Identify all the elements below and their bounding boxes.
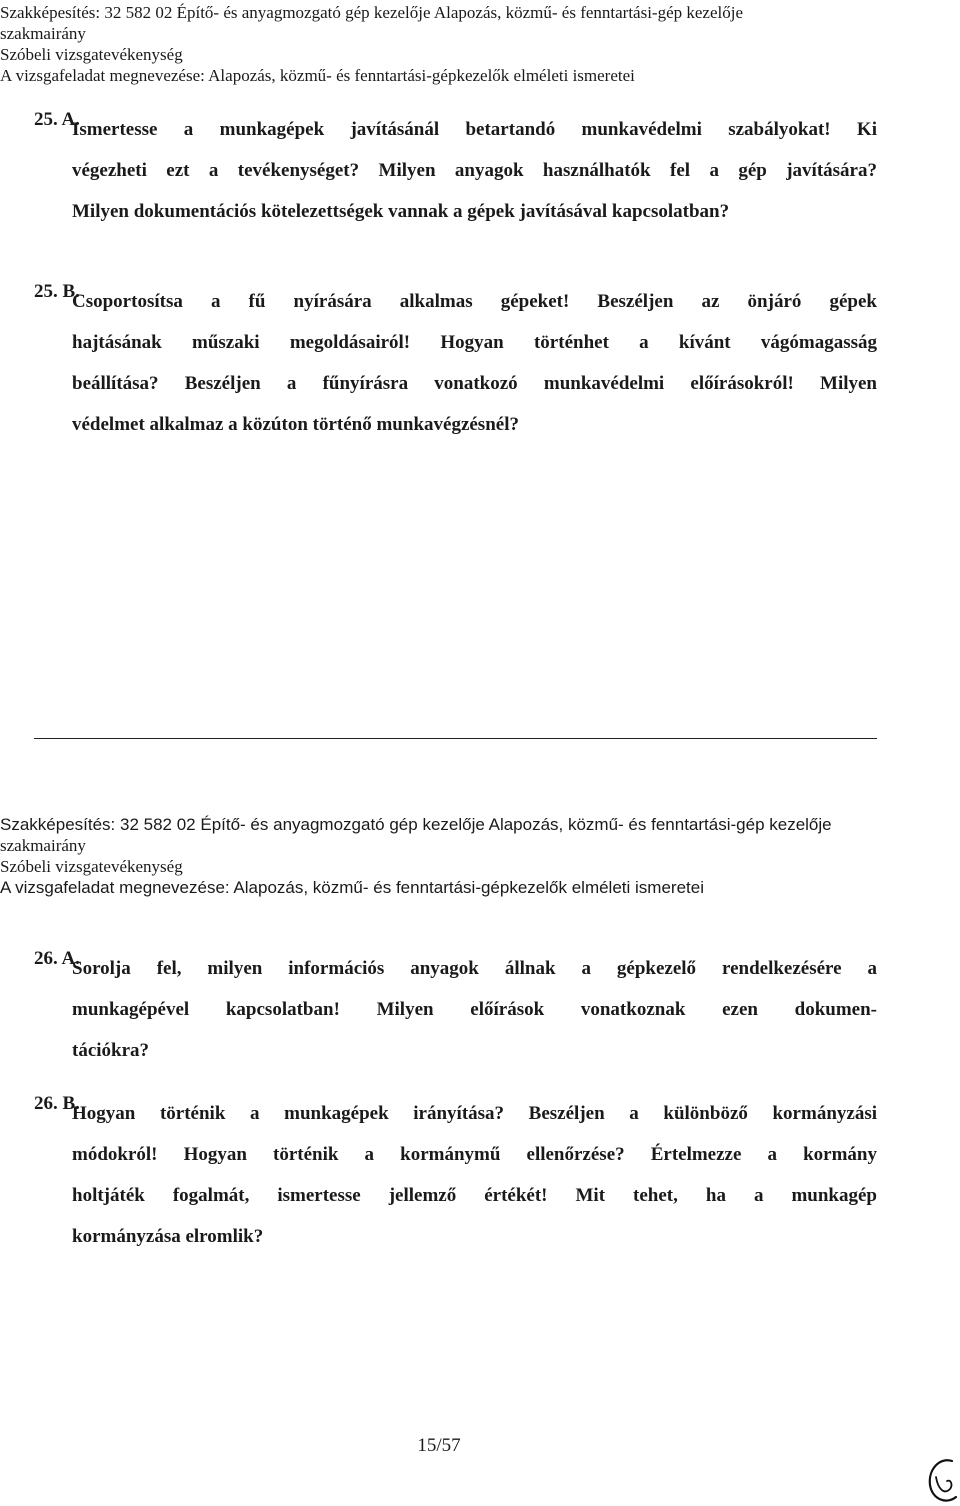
header-specialization: szakmairány xyxy=(0,836,86,855)
question-label: 26. A. xyxy=(34,948,80,969)
question-line: Ismertesse a munkagépek javításánál betartandó munkavédelmi szabályokat! Ki xyxy=(72,119,877,140)
header-exam-type: Szóbeli vizsgatevékenység xyxy=(0,45,183,64)
header-task-name: A vizsgafeladat megnevezése: Alapozás, közmű- és fenntartási-gépkezelők elméleti ismeretei xyxy=(0,878,704,897)
header-exam-type: Szóbeli vizsgatevékenység xyxy=(0,857,183,876)
question-line: védelmet alkalmaz a közúton történő munkavégzésnél? xyxy=(72,414,519,435)
question-text xyxy=(72,948,877,1071)
question-line: beállítása? Beszéljen a fűnyírásra vonatkozó munkavédelmi előírásokról! Milyen xyxy=(72,373,877,394)
question-line: hajtásának műszaki megoldásairól! Hogyan történhet a kívánt vágómagasság xyxy=(72,332,877,353)
question-line: tációkra? xyxy=(72,1040,150,1061)
question-line: Hogyan történik a munkagépek irányítása? Beszéljen a különböző kormányzási xyxy=(72,1103,877,1124)
question-text xyxy=(72,281,877,445)
header-specialization: szakmairány xyxy=(0,24,86,43)
header-task-name: A vizsgafeladat megnevezése: Alapozás, közmű- és fenntartási-gépkezelők elméleti ismeretei xyxy=(0,66,635,85)
signature-mark-icon xyxy=(922,1455,960,1506)
header-qualification: Szakképesítés: 32 582 02 Építő- és anyagmozgató gép kezelője Alapozás, közmű- és fenntartási-gép kezelője xyxy=(0,815,832,834)
question-label: 26. B. xyxy=(34,1093,80,1114)
question-line: holtjáték fogalmát, ismertesse jellemző értékét! Mit tehet, ha a munkagép xyxy=(72,1185,877,1206)
question-label: 25. B. xyxy=(34,281,80,302)
question-line: végezheti ezt a tevékenységet? Milyen anyagok használhatók fel a gép javítására? xyxy=(72,160,877,181)
question-line: Milyen dokumentációs kötelezettségek vannak a gépek javításával kapcsolatban? xyxy=(72,201,730,222)
header-qualification: Szakképesítés: 32 582 02 Építő- és anyagmozgató gép kezelője Alapozás, közmű- és fenntartási-gép kezelője xyxy=(0,3,744,22)
question-line: Csoportosítsa a fű nyírására alkalmas gépeket! Beszéljen az önjáró gépek xyxy=(72,291,877,312)
page-header-top xyxy=(0,2,940,86)
page-number: 15/57 xyxy=(417,1435,461,1456)
page-header-bottom xyxy=(0,814,940,898)
question-label: 25. A. xyxy=(34,109,80,130)
question-text xyxy=(72,1093,877,1257)
question-line: módokról! Hogyan történik a kormánymű ellenőrzése? Értelmezze a kormány xyxy=(72,1144,877,1165)
page-divider xyxy=(34,738,877,739)
question-line: munkagépével kapcsolatban! Milyen előírások vonatkoznak ezen dokumen- xyxy=(72,999,877,1020)
question-text xyxy=(72,109,877,232)
question-line: kormányzása elromlik? xyxy=(72,1226,264,1247)
question-line: Sorolja fel, milyen információs anyagok állnak a gépkezelő rendelkezésére a xyxy=(72,958,877,979)
